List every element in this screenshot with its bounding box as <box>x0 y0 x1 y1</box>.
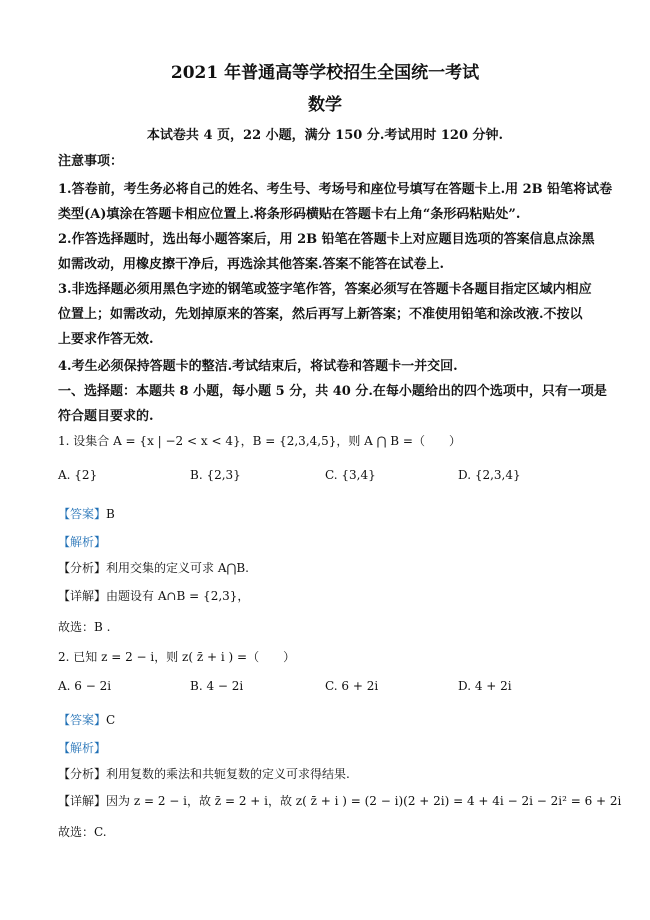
notes-line: 位置上；如需改动，先划掉原来的答案，然后再写上新答案；不准使用铅笔和涂改液.不按以 <box>58 307 583 322</box>
notes-line: 3.非选择题必须用黑色字迹的钢笔或签字笔作答，答案必须写在答题卡各题目指定区域内相应 <box>58 282 592 297</box>
answer-tag: 【答案】 <box>58 713 107 727</box>
notes-line: 4.考生必须保持答题卡的整洁.考试结束后，将试卷和答题卡一并交回. <box>58 359 458 374</box>
question-1-option-c: C. {3,4} <box>325 468 376 482</box>
detail-tag: 【详解】 <box>58 589 107 603</box>
subject-title: 数学 <box>308 95 342 115</box>
question-2-option-b: B. 4 − 2i <box>190 679 244 693</box>
question-2-analysis <box>58 765 350 782</box>
analysis-text: 利用复数的乘法和共轭复数的定义可求得结果. <box>106 767 350 781</box>
page-title: 2021 年普通高等学校招生全国统一考试 <box>170 63 480 83</box>
section-heading-cont: 符合题目要求的. <box>58 409 154 424</box>
analysis-tag: 【分析】 <box>58 561 107 575</box>
question-2-stem: 2. 已知 z = 2 − i，则 z( z̄ + i ) =（ ） <box>58 650 296 664</box>
question-1-detail <box>58 587 249 604</box>
question-2-option-c: C. 6 + 2i <box>325 679 379 693</box>
question-2-conclusion: 故选：C. <box>58 825 107 839</box>
detail-text: 因为 z = 2 − i，故 z̄ = 2 + i，故 z( z̄ + i ) = (2 − i)(2 + 2i) = 4 + 4i − 2i − 2i² = 6 + 2i <box>106 794 622 808</box>
question-2-option-d: D. 4 + 2i <box>458 679 512 693</box>
notes-line: 上要求作答无效. <box>58 332 154 347</box>
answer-value: C <box>106 713 116 727</box>
answer-tag: 【答案】 <box>58 507 107 521</box>
exam-info: 本试卷共 4 页，22 小题，满分 150 分.考试用时 120 分钟. <box>146 128 504 143</box>
question-2-answer <box>58 709 115 728</box>
question-1-conclusion: 故选：B . <box>58 620 111 634</box>
question-1-option-a: A. {2} <box>58 468 98 482</box>
question-2-detail <box>58 792 621 809</box>
notes-heading: 注意事项： <box>58 154 124 169</box>
question-1-answer <box>58 503 115 522</box>
question-1-explain-tag: 【解析】 <box>58 535 107 549</box>
notes-line: 如需改动，用橡皮擦干净后，再选涂其他答案.答案不能答在试卷上. <box>58 257 445 272</box>
question-1-stem: 1. 设集合 A = {x | −2 < x < 4}，B = {2,3,4,5}，则 A ⋂ B =（ ） <box>58 434 461 448</box>
notes-line: 类型(A)填涂在答题卡相应位置上.将条形码横贴在答题卡右上角“条形码粘贴处”. <box>58 207 521 222</box>
question-2-explain-tag: 【解析】 <box>58 741 107 755</box>
section-heading: 一、选择题：本题共 8 小题，每小题 5 分，共 40 分.在每小题给出的四个选项中，只有一项是 <box>58 384 607 399</box>
analysis-tag: 【分析】 <box>58 767 107 781</box>
question-2-option-a: A. 6 − 2i <box>58 679 112 693</box>
question-1-analysis <box>58 559 249 576</box>
notes-line: 1.答卷前，考生务必将自己的姓名、考生号、考场号和座位号填写在答题卡上.用 2B 铅笔将试卷 <box>58 182 613 197</box>
question-1-option-b: B. {2,3} <box>190 468 241 482</box>
question-1-option-d: D. {2,3,4} <box>458 468 521 482</box>
notes-line: 2.作答选择题时，选出每小题答案后，用 2B 铅笔在答题卡上对应题目选项的答案信息点涂黑 <box>58 232 595 247</box>
answer-value: B <box>106 507 115 521</box>
detail-text: 由题设有 A∩B = {2,3}， <box>106 589 250 603</box>
detail-tag: 【详解】 <box>58 794 107 808</box>
analysis-text: 利用交集的定义可求 A⋂B. <box>106 561 249 575</box>
